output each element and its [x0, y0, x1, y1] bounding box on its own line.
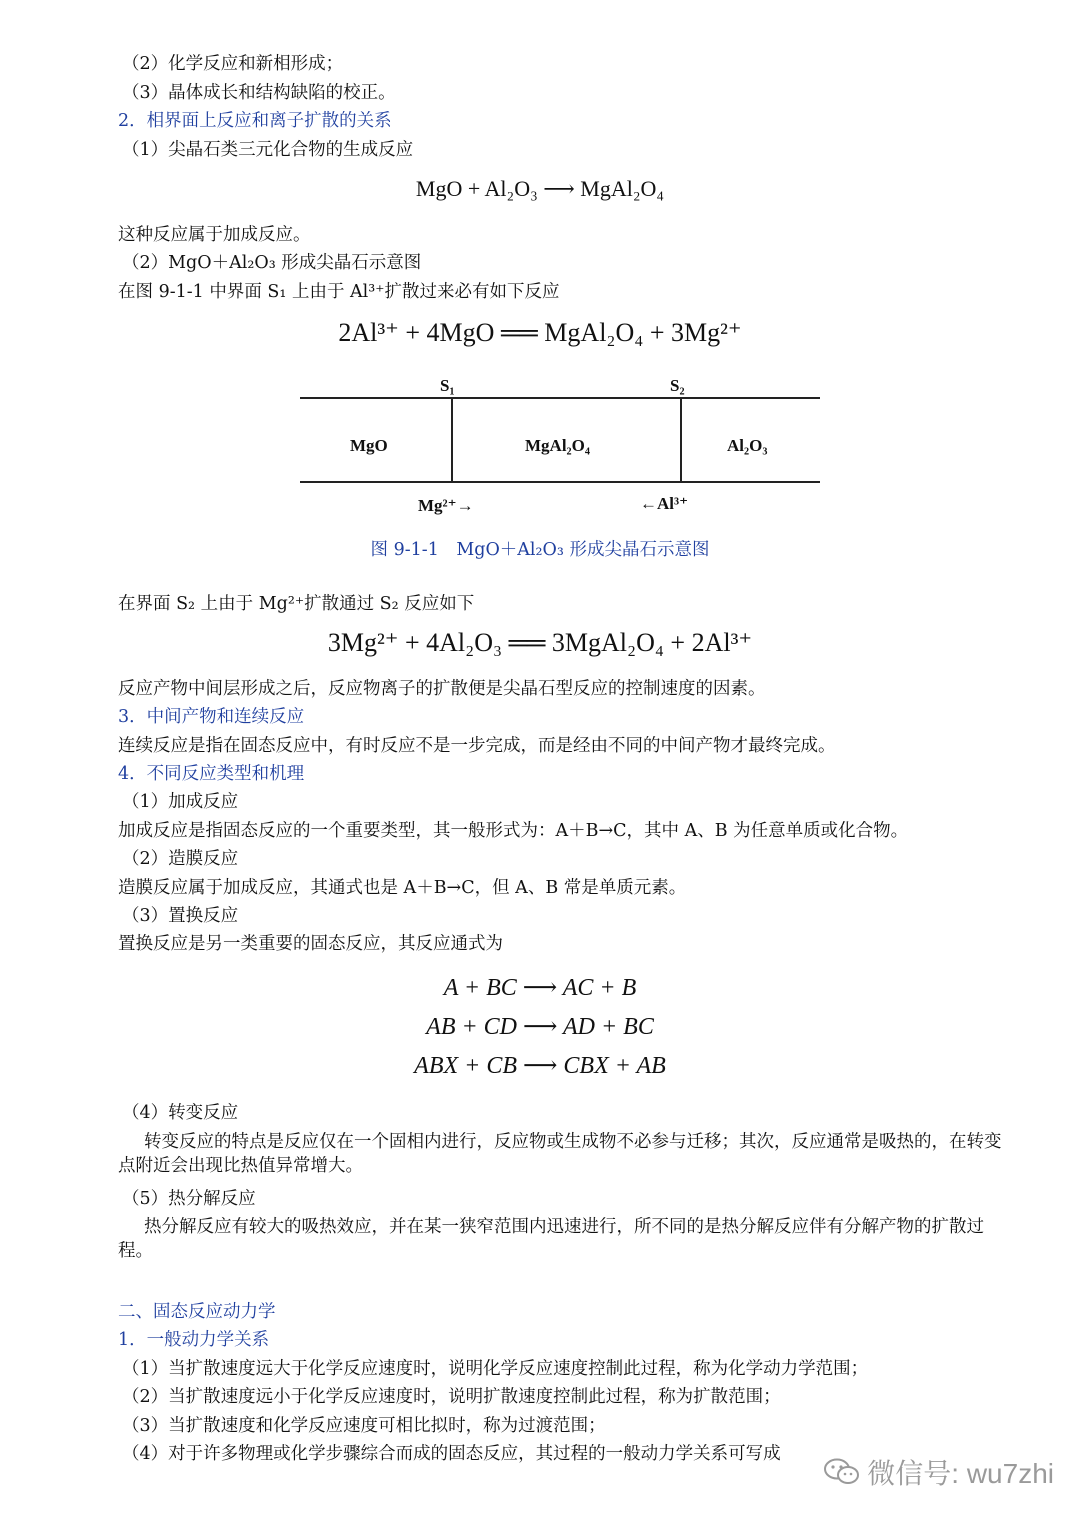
mgo-label: MgO — [350, 436, 388, 455]
text-line: （2）造膜反应 — [122, 849, 239, 869]
text-line: （3）置换反应 — [122, 906, 239, 926]
section-heading: 2．相界面上反应和离子扩散的关系 — [118, 111, 392, 131]
interface-s2-line — [680, 397, 682, 483]
text-line: 在界面 S₂ 上由于 Mg²⁺扩散通过 S₂ 反应如下 — [118, 594, 475, 614]
interface-s2-label: S₂ — [670, 376, 685, 395]
al-ion-arrow: ←Al³⁺ — [640, 494, 689, 513]
equation: 3Mg²⁺ + 4Al₂O₃ ══ 3MgAl₂O₄ + 2Al³⁺ — [327, 628, 753, 657]
watermark — [823, 1452, 1054, 1494]
text-line: （5）热分解反应 — [122, 1189, 256, 1209]
text-line: 在图 9-1-1 中界面 S₁ 上由于 Al³⁺扩散过来必有如下反应 — [118, 282, 560, 302]
text-line: （3）当扩散速度和化学反应速度可相比拟时，称为过渡范围； — [122, 1416, 606, 1436]
diagram-top-line — [300, 397, 820, 399]
text-line: （1）尖晶石类三元化合物的生成反应 — [122, 140, 414, 160]
text-line: （2）MgO＋Al₂O₃ 形成尖晶石示意图 — [122, 253, 422, 273]
paragraph: 转变反应的特点是反应仅在一个固相内进行，反应物或生成物不必参与迁移；其次，反应通常是吸热的，在转变点附近会出现比热值异常增大。 — [118, 1132, 1002, 1176]
text-line: （1）加成反应 — [122, 792, 239, 812]
text-line: （2）当扩散速度远小于化学反应速度时，说明扩散速度控制此过程，称为扩散范围； — [122, 1387, 781, 1407]
mgal2o4-label: MgAl₂O₄ — [525, 436, 590, 455]
interface-s1-line — [451, 397, 453, 483]
interface-s1-label: S₁ — [440, 376, 455, 395]
section-heading: 1．一般动力学关系 — [118, 1330, 270, 1350]
paragraph: 热分解反应有较大的吸热效应，并在某一狭窄范围内迅速进行，所不同的是热分解反应伴有分解产物的扩散过程。 — [118, 1217, 984, 1261]
equation: AB + CD ⟶ AD + BC — [426, 1014, 654, 1040]
text-line: 加成反应是指固态反应的一个重要类型，其一般形式为：A＋B→C，其中 A、B 为任意单质或化合物。 — [118, 821, 909, 841]
section-heading: 二、固态反应动力学 — [118, 1302, 276, 1322]
section-heading: 4．不同反应类型和机理 — [118, 764, 305, 784]
al2o3-label: Al₂O₃ — [727, 436, 768, 455]
section-heading: 3．中间产物和连续反应 — [118, 707, 305, 727]
figure-caption: 图 9-1-1 MgO＋Al₂O₃ 形成尖晶石示意图 — [370, 540, 710, 560]
diagram-bottom-line — [300, 481, 820, 483]
text-line: （4）转变反应 — [122, 1103, 239, 1123]
text-line: （2）化学反应和新相形成； — [122, 54, 344, 74]
text-line: （4）对于许多物理或化学步骤综合而成的固态反应，其过程的一般动力学关系可写成 — [122, 1444, 781, 1464]
equation: MgO + Al₂O₃ ⟶ MgAl₂O₄ — [415, 176, 665, 201]
text-line: 这种反应属于加成反应。 — [118, 225, 311, 245]
text-line: 置换反应是另一类重要的固态反应，其反应通式为 — [118, 934, 503, 954]
mg-ion-arrow: Mg²⁺→ — [418, 496, 474, 515]
text-line: 造膜反应属于加成反应，其通式也是 A＋B→C，但 A、B 常是单质元素。 — [118, 878, 687, 898]
equation: 2Al³⁺ + 4MgO ══ MgAl₂O₄ + 3Mg²⁺ — [338, 318, 742, 347]
text-line: 连续反应是指在固态反应中，有时反应不是一步完成，而是经由不同的中间产物才最终完成。 — [118, 736, 836, 756]
wechat-icon — [823, 1457, 861, 1494]
text-line: 反应产物中间层形成之后，反应物离子的扩散便是尖晶石型反应的控制速度的因素。 — [118, 679, 766, 699]
watermark-text: 微信号: wu7zhi — [867, 1458, 1054, 1489]
text-line: （1）当扩散速度远大于化学反应速度时，说明化学反应速度控制此过程，称为化学动力学范围； — [122, 1359, 869, 1379]
text-line: （3）晶体成长和结构缺陷的校正。 — [122, 83, 396, 103]
equation: ABX + CB ⟶ CBX + AB — [414, 1053, 666, 1079]
equation: A + BC ⟶ AC + B — [443, 975, 637, 1001]
